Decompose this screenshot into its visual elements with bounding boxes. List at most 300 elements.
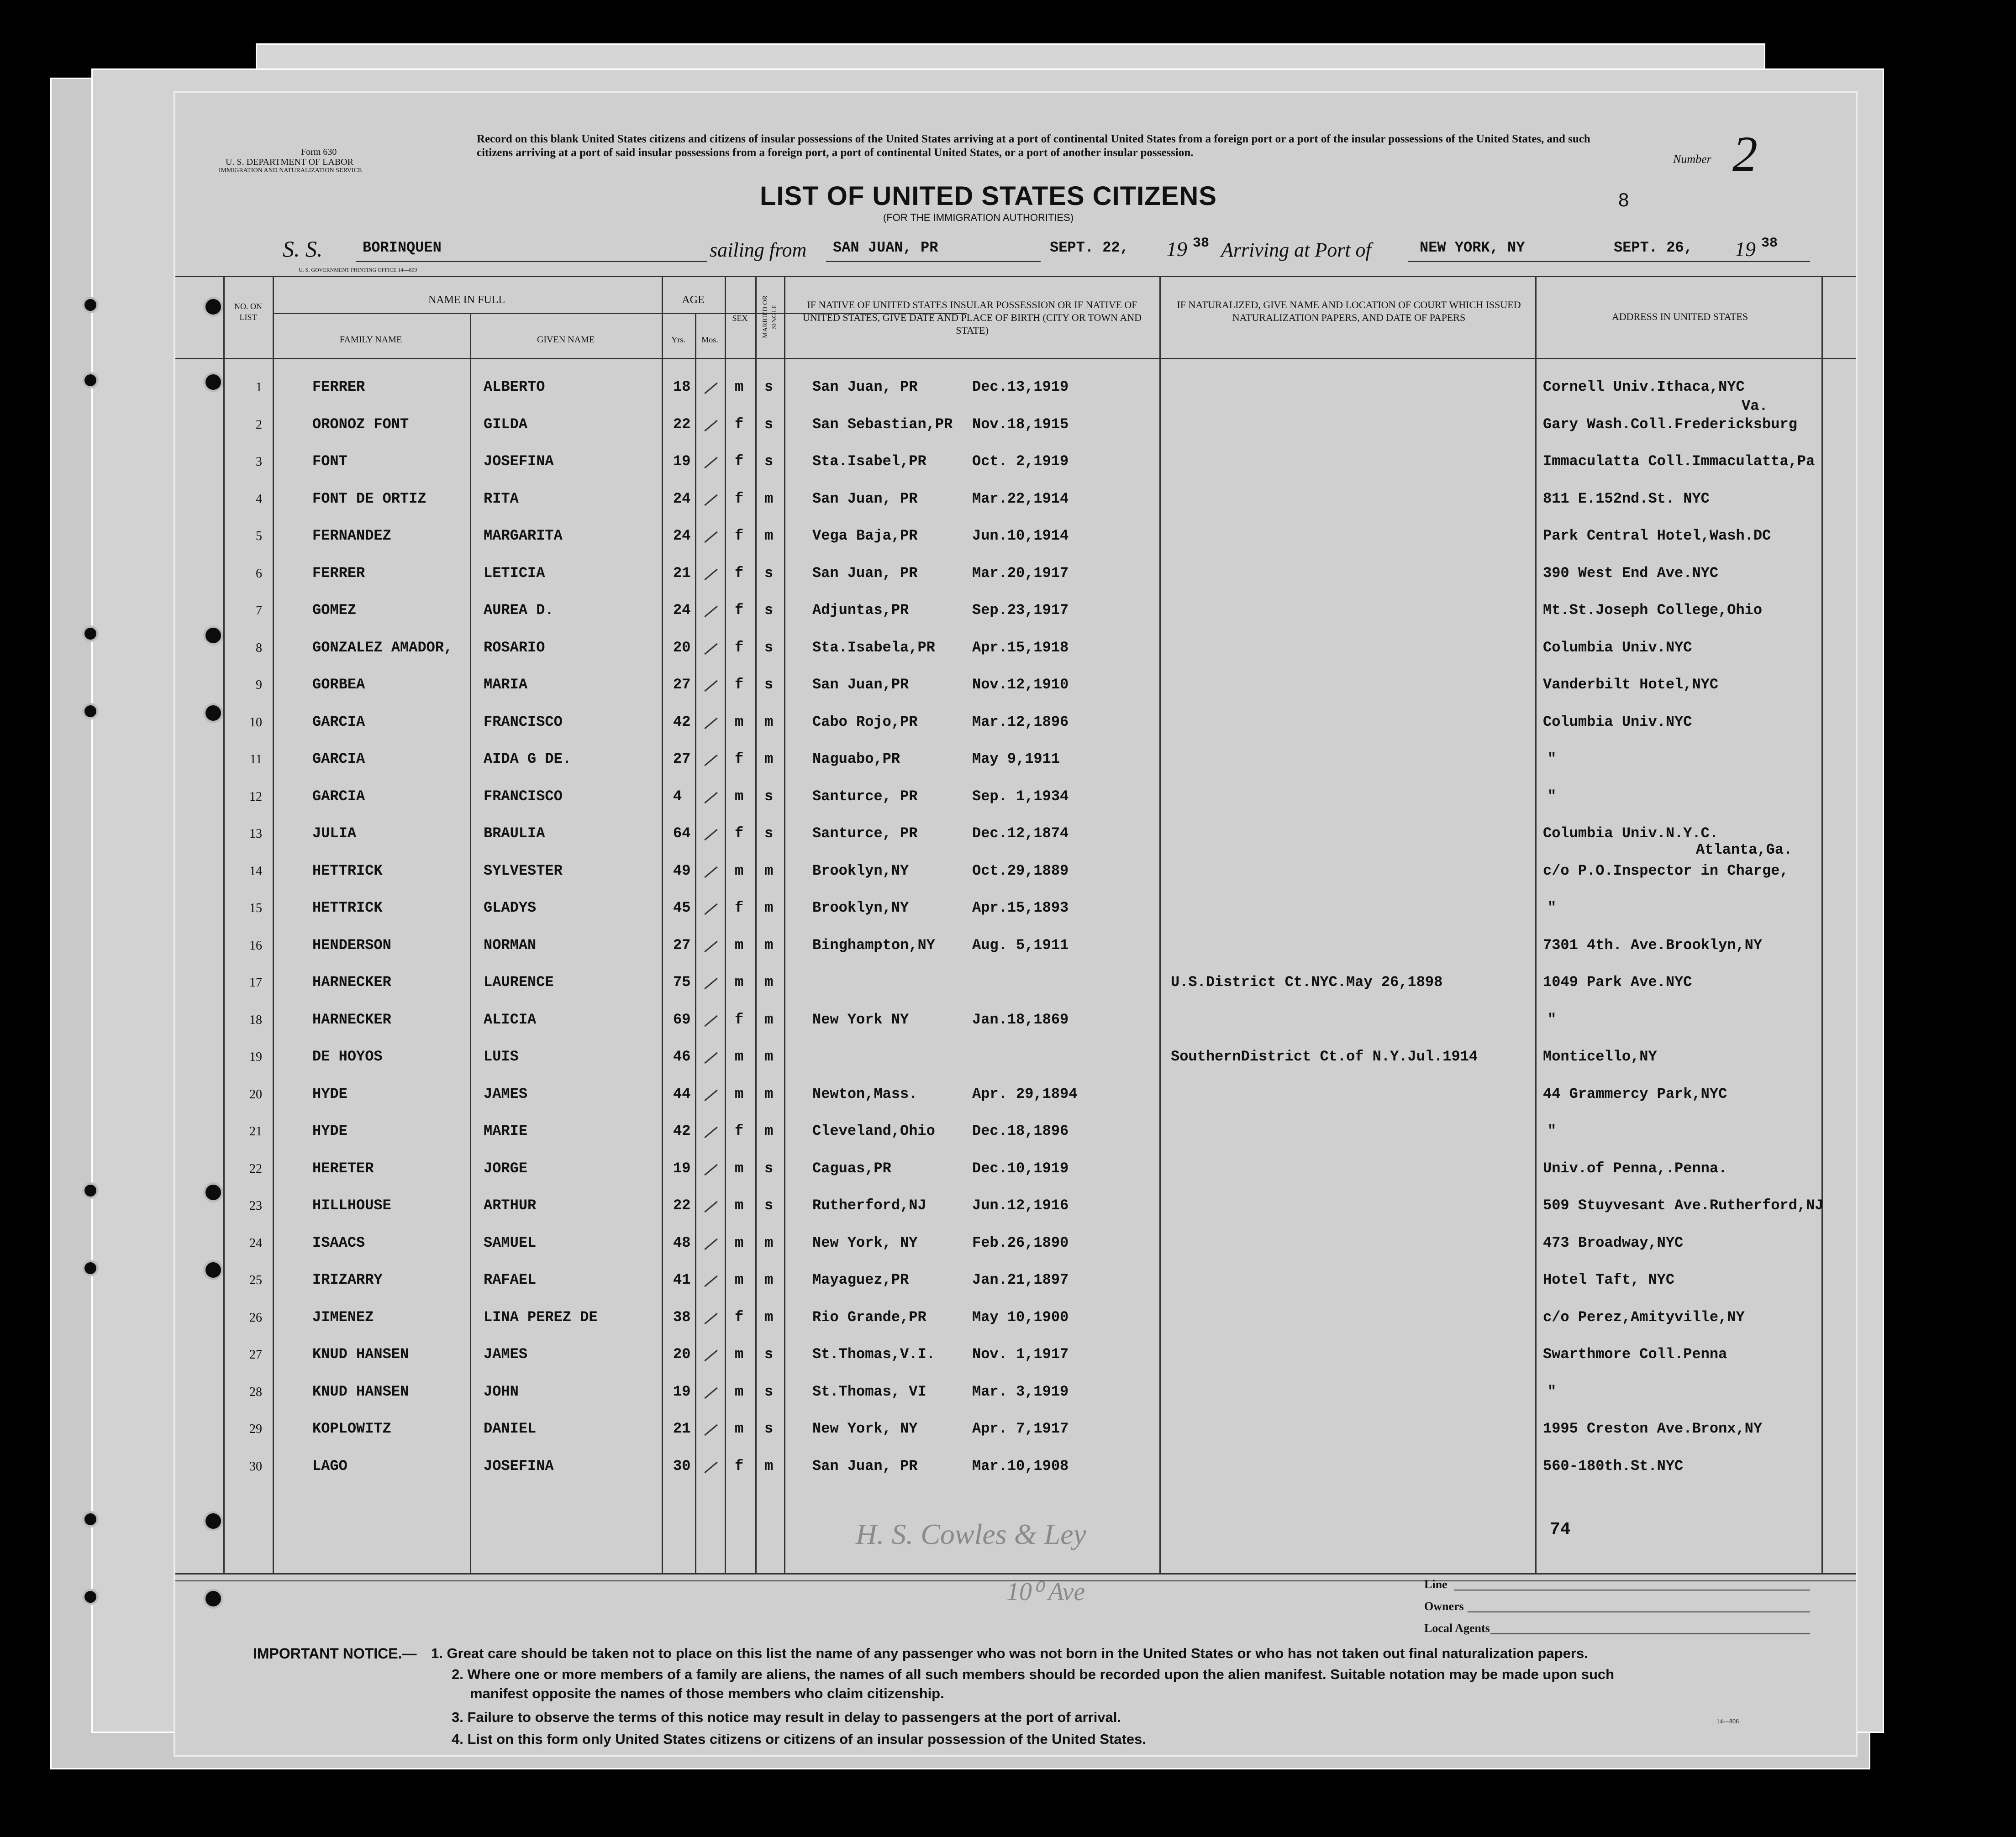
family-name-cell: KOPLOWITZ xyxy=(312,1420,391,1437)
col-rule xyxy=(1159,276,1161,1575)
binder-hole xyxy=(203,1589,223,1609)
marital-status-cell: s xyxy=(764,1160,774,1177)
age-cell: 75 xyxy=(673,974,691,991)
given-name-cell: ARTHUR xyxy=(484,1197,537,1214)
marital-status-cell: s xyxy=(764,415,774,433)
row-number: 16 xyxy=(249,938,262,953)
printing-office: U. S. GOVERNMENT PRINTING OFFICE 14—809 xyxy=(299,267,417,273)
birthplace-cell: Cleveland,Ohio xyxy=(812,1123,935,1139)
binder-hole xyxy=(203,1260,223,1280)
given-name-cell: LAURENCE xyxy=(484,974,554,991)
age-cell: 42 xyxy=(673,713,691,730)
birthplace-cell: Binghampton,NY xyxy=(812,936,935,954)
sex-cell: f xyxy=(735,453,744,470)
address-cell: Monticello,NY xyxy=(1543,1048,1657,1065)
birth-date-cell: Jun.10,1914 xyxy=(972,527,1069,544)
months-tick-mark xyxy=(704,1312,718,1324)
sex-cell: f xyxy=(735,564,744,582)
marital-status-cell: m xyxy=(764,1048,774,1065)
marital-status-cell: m xyxy=(764,899,774,916)
marital-status-cell: s xyxy=(764,1197,774,1214)
address-cell-continuation: Va. xyxy=(1742,397,1768,415)
given-name-cell: GLADYS xyxy=(484,899,537,916)
family-name-cell: HETTRICK xyxy=(312,899,383,916)
sex-cell: m xyxy=(735,1271,744,1288)
sex-cell: m xyxy=(735,1048,744,1065)
sex-cell: m xyxy=(735,862,744,879)
address-cell: Columbia Univ.NYC xyxy=(1543,713,1692,730)
given-name-cell: JOSEFINA xyxy=(484,453,554,470)
marital-status-cell: s xyxy=(764,787,774,805)
notice-2: 2. Where one or more members of a family are aliens, the names of all such members should be recorded upon the alien manifest. Suitable notation may be made upon such xyxy=(452,1666,1615,1682)
header-family-name: FAMILY NAME xyxy=(339,335,402,345)
address-cell: " xyxy=(1548,751,1557,767)
given-name-cell: SAMUEL xyxy=(484,1234,537,1251)
header-no: NO. ON LIST xyxy=(234,302,262,322)
birth-date-cell: May 10,1900 xyxy=(972,1308,1069,1326)
birthplace-cell: New York NY xyxy=(812,1011,909,1028)
given-name-cell: JOHN xyxy=(484,1383,519,1400)
notice-title: IMPORTANT NOTICE.— xyxy=(253,1645,417,1662)
marital-status-cell: s xyxy=(764,1346,774,1363)
birth-date-cell: Apr. 29,1894 xyxy=(972,1085,1078,1102)
agents-label: Local Agents xyxy=(1424,1622,1490,1635)
birth-date-cell: Dec.13,1919 xyxy=(972,378,1069,395)
months-tick-mark xyxy=(704,606,718,617)
arrive-year-suffix: 38 xyxy=(1761,236,1778,251)
months-tick-mark xyxy=(704,1387,718,1398)
row-number: 19 xyxy=(249,1050,262,1064)
binder-hole xyxy=(82,297,99,313)
age-cell: 69 xyxy=(673,1011,691,1028)
age-cell: 21 xyxy=(673,564,691,582)
marital-status-cell: s xyxy=(764,564,774,582)
birth-date-cell: Jun.12,1916 xyxy=(972,1197,1069,1214)
months-tick-mark xyxy=(704,1238,718,1249)
birth-date-cell: Nov.12,1910 xyxy=(972,676,1069,693)
family-name-cell: HYDE xyxy=(312,1123,347,1139)
col-rule xyxy=(223,276,225,1575)
address-cell: 560-180th.St.NYC xyxy=(1543,1457,1684,1475)
marital-status-cell: m xyxy=(764,713,774,730)
to-underline xyxy=(1408,261,1810,262)
binder-hole xyxy=(82,1511,99,1527)
address-cell: " xyxy=(1548,1383,1557,1400)
page-title: LIST OF UNITED STATES CITIZENS xyxy=(760,181,1217,211)
notice-3: 3. Failure to observe the terms of this notice may result in delay to passengers at the port of arrival. xyxy=(452,1709,1121,1725)
table-bottom-rule xyxy=(175,1573,1856,1575)
header-birth: IF NATIVE OF UNITED STATES INSULAR POSSESSION OR IF NATIVE OF UNITED STATES, GIVE DATE AND PLACE OF BIRTH (CITY OR TOWN AND STATE) xyxy=(802,299,1142,336)
given-name-cell: ALBERTO xyxy=(484,378,545,395)
family-name-cell: JULIA xyxy=(312,825,357,842)
given-name-cell: JORGE xyxy=(484,1160,528,1177)
age-cell: 22 xyxy=(673,1197,691,1214)
months-tick-mark xyxy=(704,1164,718,1175)
notice-1: 1. Great care should be taken not to place on this list the name of any passenger who was not born in the United States or who has not taken out final naturalization papers. xyxy=(431,1645,1588,1661)
row-number: 25 xyxy=(249,1273,262,1287)
col-rule xyxy=(695,313,696,1575)
birthplace-cell: Caguas,PR xyxy=(812,1160,891,1177)
birth-date-cell: Mar. 3,1919 xyxy=(972,1383,1069,1400)
age-cell: 38 xyxy=(673,1308,691,1326)
address-cell: Park Central Hotel,Wash.DC xyxy=(1543,527,1771,544)
age-cell: 20 xyxy=(673,639,691,656)
age-cell: 18 xyxy=(673,378,691,395)
marital-status-cell: m xyxy=(764,751,774,767)
months-tick-mark xyxy=(704,383,718,394)
age-cell: 24 xyxy=(673,490,691,507)
marital-status-cell: s xyxy=(764,825,774,842)
months-tick-mark xyxy=(704,643,718,654)
marital-status-cell: s xyxy=(764,602,774,619)
address-cell: 44 Grammercy Park,NYC xyxy=(1543,1085,1727,1102)
months-tick-mark xyxy=(704,829,718,840)
months-tick-mark xyxy=(704,531,718,543)
family-name-cell: GARCIA xyxy=(312,713,365,730)
months-tick-mark xyxy=(704,1201,718,1212)
sex-cell: m xyxy=(735,1346,744,1363)
binder-hole xyxy=(82,1260,99,1276)
ship-name: BORINQUEN xyxy=(363,239,442,256)
handwritten-note: 10⁰ Ave xyxy=(1006,1578,1085,1606)
family-name-cell: GONZALEZ AMADOR, xyxy=(312,639,453,656)
form-instructions: Record on this blank United States citizens and citizens of insular possessions of the United States arriving at a port of continental United States from a foreign port or a port of the insular possessions of the United States, and such citizens arriving at a port of said insular possessions from a foreign port, a port of continental United States, or a port of another insular possession. xyxy=(477,133,1590,159)
birthplace-cell: San Juan, PR xyxy=(812,378,918,395)
birth-date-cell: Dec.18,1896 xyxy=(972,1123,1069,1139)
given-name-cell: LUIS xyxy=(484,1048,519,1065)
binder-hole xyxy=(82,625,99,642)
row-number: 18 xyxy=(249,1013,262,1027)
age-cell: 22 xyxy=(673,415,691,433)
family-name-cell: HARNECKER xyxy=(312,1011,391,1028)
given-name-cell: JAMES xyxy=(484,1085,528,1102)
age-cell: 30 xyxy=(673,1457,691,1475)
address-cell: Hotel Taft, NYC xyxy=(1543,1271,1675,1288)
birth-date-cell: Oct. 2,1919 xyxy=(972,453,1069,470)
address-cell: c/o Perez,Amityville,NY xyxy=(1543,1308,1745,1326)
notice-4: 4. List on this form only United States citizens or citizens of an insular possession of the United States. xyxy=(452,1731,1146,1747)
months-tick-mark xyxy=(704,1127,718,1138)
marital-status-cell: m xyxy=(764,490,774,507)
naturalization-cell: SouthernDistrict Ct.of N.Y.Jul.1914 xyxy=(1171,1048,1478,1065)
birthplace-cell: New York, NY xyxy=(812,1234,918,1251)
birthplace-cell: San Juan, PR xyxy=(812,564,918,582)
birthplace-cell: Sta.Isabel,PR xyxy=(812,453,926,470)
address-cell: 1995 Creston Ave.Bronx,NY xyxy=(1543,1420,1763,1437)
months-tick-mark xyxy=(704,1275,718,1287)
binder-hole xyxy=(82,1589,99,1605)
owners-label: Owners xyxy=(1424,1600,1464,1613)
age-cell: 45 xyxy=(673,899,691,916)
birth-date-cell: Jan.21,1897 xyxy=(972,1271,1069,1288)
birthplace-cell: Vega Baja,PR xyxy=(812,527,918,544)
sex-cell: m xyxy=(735,713,744,730)
sex-cell: m xyxy=(735,936,744,954)
marital-status-cell: m xyxy=(764,1234,774,1251)
form-number: Form 630 xyxy=(301,147,337,157)
birth-date-cell: Mar.10,1908 xyxy=(972,1457,1069,1475)
binder-hole xyxy=(82,372,99,388)
marital-status-cell: m xyxy=(764,1085,774,1102)
birth-date-cell: Sep.23,1917 xyxy=(972,602,1069,619)
sex-cell: f xyxy=(735,676,744,693)
birthplace-cell: Brooklyn,NY xyxy=(812,899,909,916)
header-mos: Mos. xyxy=(701,335,718,344)
address-cell: 7301 4th. Ave.Brooklyn,NY xyxy=(1543,936,1763,954)
owners-field xyxy=(1468,1611,1810,1612)
notice-2-cont: manifest opposite the names of those members who claim citizenship. xyxy=(470,1685,944,1701)
to-port: NEW YORK, NY xyxy=(1420,239,1525,256)
row-number: 13 xyxy=(249,827,262,841)
sex-cell: m xyxy=(735,1420,744,1437)
sex-cell: f xyxy=(735,415,744,433)
header-married-single: MARRIED OR SINGLE xyxy=(762,295,778,338)
header-sex: SEX xyxy=(732,314,748,323)
months-tick-mark xyxy=(704,1350,718,1361)
sex-cell: m xyxy=(735,1085,744,1102)
sex-cell: f xyxy=(735,1011,744,1028)
row-number: 4 xyxy=(256,492,262,506)
sex-cell: f xyxy=(735,639,744,656)
agents-field xyxy=(1490,1633,1810,1634)
row-number: 3 xyxy=(256,455,262,469)
months-tick-mark xyxy=(704,792,718,803)
row-number: 2 xyxy=(256,417,262,432)
row-number: 11 xyxy=(250,752,262,766)
months-tick-mark xyxy=(704,717,718,729)
given-name-cell: MARGARITA xyxy=(484,527,563,544)
row-number: 22 xyxy=(249,1161,262,1176)
row-number: 1 xyxy=(256,380,262,394)
age-cell: 49 xyxy=(673,862,691,879)
row-number: 6 xyxy=(256,566,262,581)
months-tick-mark xyxy=(704,755,718,766)
col-rule xyxy=(273,276,274,1575)
binder-hole xyxy=(203,1511,223,1531)
months-tick-mark xyxy=(704,866,718,877)
family-name-cell: IRIZARRY xyxy=(312,1271,383,1288)
birth-date-cell: Dec.12,1874 xyxy=(972,825,1069,842)
age-cell: 21 xyxy=(673,1420,691,1437)
marital-status-cell: m xyxy=(764,1308,774,1326)
address-cell: Mt.St.Joseph College,Ohio xyxy=(1543,602,1763,619)
given-name-cell: NORMAN xyxy=(484,936,537,954)
row-number: 15 xyxy=(249,901,262,915)
sex-cell: f xyxy=(735,1308,744,1326)
address-cell: Swarthmore Coll.Penna xyxy=(1543,1346,1727,1363)
given-name-cell: BRAULIA xyxy=(484,825,545,842)
sex-cell: f xyxy=(735,751,744,767)
birth-date-cell: Feb.26,1890 xyxy=(972,1234,1069,1251)
row-number: 21 xyxy=(249,1124,262,1139)
family-name-cell: ISAACS xyxy=(312,1234,365,1251)
birth-date-cell: Mar.22,1914 xyxy=(972,490,1069,507)
row-number: 8 xyxy=(256,640,262,655)
given-name-cell: LINA PEREZ DE xyxy=(484,1308,598,1326)
birthplace-cell: St.Thomas, VI xyxy=(812,1383,926,1400)
birthplace-cell: Cabo Rojo,PR xyxy=(812,713,918,730)
marital-status-cell: m xyxy=(764,1011,774,1028)
row-number: 5 xyxy=(256,529,262,543)
given-name-cell: DANIEL xyxy=(484,1420,537,1437)
address-cell-continuation: Atlanta,Ga. xyxy=(1696,841,1793,858)
birthplace-cell: Brooklyn,NY xyxy=(812,862,909,879)
marital-status-cell: s xyxy=(764,639,774,656)
sex-cell: f xyxy=(735,1123,744,1139)
given-name-cell: ALICIA xyxy=(484,1011,537,1028)
address-cell: Columbia Univ.NYC xyxy=(1543,639,1692,656)
age-cell: 46 xyxy=(673,1048,691,1065)
row-number: 14 xyxy=(249,864,262,878)
row-number: 7 xyxy=(256,604,262,618)
binder-hole xyxy=(82,703,99,719)
given-name-cell: LETICIA xyxy=(484,564,545,582)
arrive-date: SEPT. 26, xyxy=(1614,239,1693,256)
sex-cell: f xyxy=(735,825,744,842)
sex-cell: m xyxy=(735,1160,744,1177)
family-name-cell: GARCIA xyxy=(312,787,365,805)
address-cell: Immaculatta Coll.Immaculatta,Pa xyxy=(1543,453,1815,470)
birthplace-cell: Santurce, PR xyxy=(812,787,918,805)
sex-cell: m xyxy=(735,1383,744,1400)
birthplace-cell: New York, NY xyxy=(812,1420,918,1437)
age-cell: 4 xyxy=(673,787,682,805)
months-tick-mark xyxy=(704,457,718,468)
naturalization-cell: U.S.District Ct.NYC.May 26,1898 xyxy=(1171,974,1443,991)
months-tick-mark xyxy=(704,903,718,915)
header-naturalized: IF NATURALIZED, GIVE NAME AND LOCATION OF COURT WHICH ISSUED NATURALIZATION PAPERS, AND DATE OF PAPERS xyxy=(1177,299,1521,323)
birth-date-cell: Jan.18,1869 xyxy=(972,1011,1069,1028)
sex-cell: f xyxy=(735,899,744,916)
given-name-cell: ROSARIO xyxy=(484,639,545,656)
birthplace-cell: St.Thomas,V.I. xyxy=(812,1346,935,1363)
binder-hole xyxy=(203,703,223,723)
birth-date-cell: Apr. 7,1917 xyxy=(972,1420,1069,1437)
given-name-cell: RAFAEL xyxy=(484,1271,537,1288)
marital-status-cell: s xyxy=(764,453,774,470)
marital-status-cell: m xyxy=(764,1123,774,1139)
birthplace-cell: Mayaguez,PR xyxy=(812,1271,909,1288)
given-name-cell: FRANCISCO xyxy=(484,787,563,805)
months-tick-mark xyxy=(704,420,718,431)
sex-cell: m xyxy=(735,787,744,805)
manifest-page xyxy=(174,91,1858,1757)
birthplace-cell: Rutherford,NJ xyxy=(812,1197,926,1214)
col-rule xyxy=(1821,276,1823,1575)
form-code: 14—806 xyxy=(1716,1718,1739,1725)
family-name-cell: KNUD HANSEN xyxy=(312,1383,409,1400)
header-yrs: Yrs. xyxy=(671,335,685,344)
age-cell: 48 xyxy=(673,1234,691,1251)
header-address: ADDRESS IN UNITED STATES xyxy=(1611,311,1748,322)
birthplace-cell: Newton,Mass. xyxy=(812,1085,918,1102)
binder-hole xyxy=(203,372,223,392)
given-name-cell: JAMES xyxy=(484,1346,528,1363)
address-cell: " xyxy=(1548,787,1557,805)
birthplace-cell: San Juan,PR xyxy=(812,676,909,693)
birth-date-cell: Sep. 1,1934 xyxy=(972,787,1069,805)
family-name-cell: GARCIA xyxy=(312,751,365,767)
family-name-cell: ORONOZ FONT xyxy=(312,415,409,433)
family-name-cell: FONT DE ORTIZ xyxy=(312,490,426,507)
family-name-cell: FERRER xyxy=(312,378,365,395)
sailing-label: sailing from xyxy=(710,239,807,261)
given-name-cell: SYLVESTER xyxy=(484,862,563,879)
birth-date-cell: Nov. 1,1917 xyxy=(972,1346,1069,1363)
months-tick-mark xyxy=(704,978,718,989)
age-cell: 19 xyxy=(673,1160,691,1177)
col-rule xyxy=(784,276,785,1575)
row-number: 10 xyxy=(249,715,262,730)
header-given-name: GIVEN NAME xyxy=(537,335,595,345)
number-label: Number xyxy=(1673,152,1711,166)
marital-status-cell: m xyxy=(764,862,774,879)
birth-date-cell: Mar.12,1896 xyxy=(972,713,1069,730)
months-tick-mark xyxy=(704,568,718,580)
age-cell: 27 xyxy=(673,936,691,954)
given-name-cell: AUREA D. xyxy=(484,602,554,619)
family-name-cell: LAGO xyxy=(312,1457,347,1475)
ss-label: S. S. xyxy=(283,236,323,262)
birth-date-cell: Apr.15,1918 xyxy=(972,639,1069,656)
sheet-mark: 8 xyxy=(1618,189,1629,210)
months-tick-mark xyxy=(704,940,718,952)
row-number: 28 xyxy=(249,1385,262,1399)
months-tick-mark xyxy=(704,1089,718,1101)
family-name-cell: FONT xyxy=(312,453,347,470)
family-name-cell: JIMENEZ xyxy=(312,1308,374,1326)
address-cell: 509 Stuyvesant Ave.Rutherford,NJ xyxy=(1543,1197,1824,1214)
address-cell: Univ.of Penna,.Penna. xyxy=(1543,1160,1727,1177)
given-name-cell: MARIE xyxy=(484,1123,528,1139)
birthplace-cell: San Juan, PR xyxy=(812,1457,918,1475)
given-name-cell: JOSEFINA xyxy=(484,1457,554,1475)
birth-date-cell: Dec.10,1919 xyxy=(972,1160,1069,1177)
age-cell: 27 xyxy=(673,751,691,767)
months-tick-mark xyxy=(704,1424,718,1436)
age-cell: 24 xyxy=(673,527,691,544)
marital-status-cell: s xyxy=(764,1420,774,1437)
header-name-in-full: NAME IN FULL xyxy=(428,294,505,306)
family-name-cell: HENDERSON xyxy=(312,936,391,954)
marital-status-cell: m xyxy=(764,527,774,544)
table-top-rule xyxy=(175,276,1856,277)
sex-cell: f xyxy=(735,1457,744,1475)
address-cell: Columbia Univ.N.Y.C. xyxy=(1543,825,1719,842)
family-name-cell: DE HOYOS xyxy=(312,1048,383,1065)
family-name-cell: HILLHOUSE xyxy=(312,1197,391,1214)
birth-date-cell: Apr.15,1893 xyxy=(972,899,1069,916)
sex-cell: f xyxy=(735,490,744,507)
col-rule xyxy=(662,276,663,1575)
row-number: 17 xyxy=(249,976,262,990)
sex-cell: f xyxy=(735,602,744,619)
line-label: Line xyxy=(1424,1578,1448,1591)
family-name-cell: GOMEZ xyxy=(312,602,357,619)
address-cell: " xyxy=(1548,899,1557,916)
sex-cell: m xyxy=(735,974,744,991)
address-cell: c/o P.O.Inspector in Charge, xyxy=(1543,862,1789,879)
row-number: 20 xyxy=(249,1087,262,1102)
age-cell: 64 xyxy=(673,825,691,842)
marital-status-cell: m xyxy=(764,1271,774,1288)
age-cell: 19 xyxy=(673,453,691,470)
months-tick-mark xyxy=(704,1015,718,1026)
age-cell: 42 xyxy=(673,1123,691,1139)
address-cell: 811 E.152nd.St. NYC xyxy=(1543,490,1710,507)
family-name-cell: HERETER xyxy=(312,1160,374,1177)
ship-underline xyxy=(356,261,707,262)
